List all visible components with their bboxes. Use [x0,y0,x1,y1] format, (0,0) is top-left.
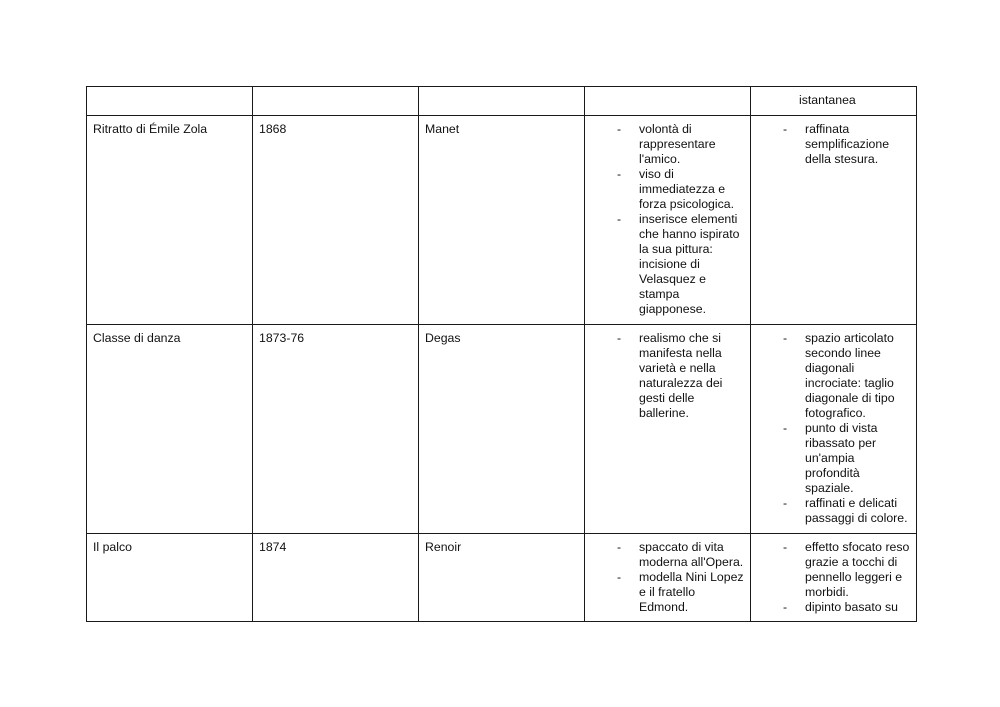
table-cell [253,87,419,116]
list-item: - realismo che si manifesta nella varietà e nella naturalezza dei gesti delle ballerine. [613,331,744,421]
year-cell [253,116,419,325]
dash-list [591,122,744,317]
style-notes-cell [751,116,917,325]
artist-name: Manet [425,122,460,136]
artist-cell [419,116,585,325]
artwork-year: 1874 [259,540,287,554]
year-cell [253,534,419,622]
table-cell [751,87,917,116]
artwork-title: Il palco [93,540,132,554]
list-item: - modella Nini Lopez e il fratello Edmond. [613,570,744,615]
dash-list [591,331,744,421]
notes-cell [585,534,751,622]
artwork-title-cell [87,534,253,622]
year-cell [253,325,419,534]
dash-list [757,331,910,526]
artwork-year: 1873-76 [259,331,305,345]
table-row-continuation [87,87,917,116]
table-cell [87,87,253,116]
list-item: - raffinati e delicati passaggi di colore. [779,496,910,526]
list-item: - volontà di rappresentare l'amico. [613,122,744,167]
notes-cell [585,116,751,325]
style-notes-cell [751,534,917,622]
artist-name: Renoir [425,540,462,554]
artwork-year: 1868 [259,122,287,136]
artist-name: Degas [425,331,461,345]
list-item: - raffinata semplificazione della stesura. [779,122,910,167]
list-item: - inserisce elementi che hanno ispirato la sua pittura: incisione di Velasquez e stampa giapponese. [613,212,744,317]
table-row [87,534,917,622]
style-notes-cell [751,325,917,534]
list-item: - spaccato di vita moderna all'Opera. [613,540,744,570]
artist-cell [419,534,585,622]
dash-list [757,122,910,167]
artwork-title-cell [87,325,253,534]
dash-list [757,540,910,615]
table-cell [585,87,751,116]
list-item: - viso di immediatezza e forza psicologica. [613,167,744,212]
list-item: - spazio articolato secondo linee diagonali incrociate: taglio diagonale di tipo fotografico. [779,331,910,421]
notes-cell [585,325,751,534]
table-cell [419,87,585,116]
artworks-table [86,86,917,622]
artwork-title-cell [87,116,253,325]
artwork-title: Classe di danza [93,331,181,345]
list-item: - punto di vista ribassato per un'ampia profondità spaziale. [779,421,910,496]
table-row [87,116,917,325]
list-item: - effetto sfocato reso grazie a tocchi di pennello leggeri e morbidi. [779,540,910,600]
continued-text: istantanea [799,93,856,107]
dash-list [591,540,744,615]
table-row [87,325,917,534]
list-item: - dipinto basato su [779,600,910,615]
artist-cell [419,325,585,534]
artwork-title: Ritratto di Émile Zola [93,122,208,136]
